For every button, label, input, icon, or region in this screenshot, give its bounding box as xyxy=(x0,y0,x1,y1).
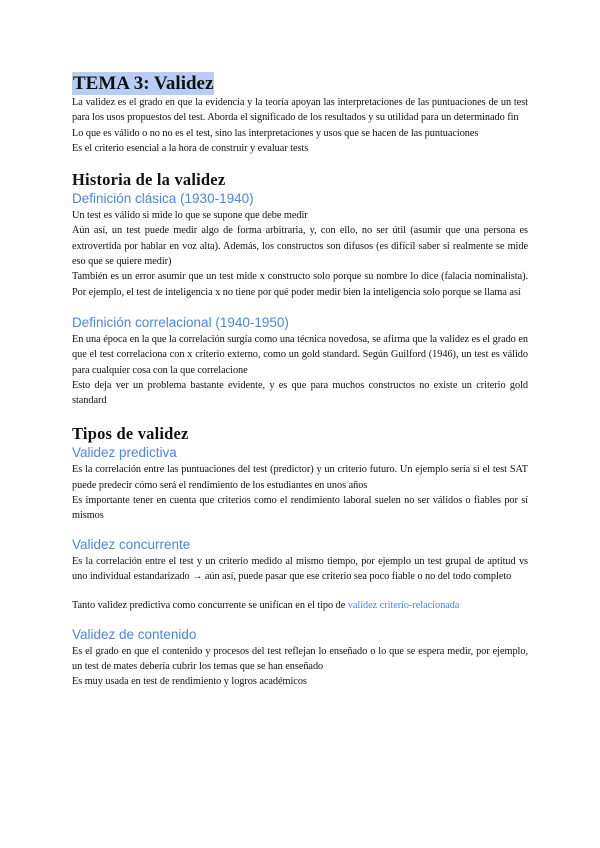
subheading-correlacional: Definición correlacional (1940-1950) xyxy=(72,314,289,330)
document-title[interactable]: TEMA 3: Validez xyxy=(73,73,214,94)
intro-paragraph-3: Es el criterio esencial a la hora de construir y evaluar tests xyxy=(72,142,309,154)
contenido-paragraph-1: Es el grado en que el contenido y procesos del test reflejan lo enseñado o lo que se espera medir, por ejemplo, un test de mates debería cubrir los temas que se han enseñado xyxy=(72,645,528,672)
summary-text: Tanto validez predictiva como concurrente se unifican en el tipo de xyxy=(72,600,348,612)
subheading-predictiva: Validez predictiva xyxy=(72,445,177,461)
criterio-summary xyxy=(72,598,528,613)
intro-paragraph-2: Lo que es válido o no no es el test, sino las interpretaciones y usos que se hacen de las puntuaciones xyxy=(72,127,479,139)
correlacional-paragraph-2: Esto deja ver un problema bastante evidente, y es que para muchos constructos no existe un criterio gold standard xyxy=(72,379,528,407)
predictiva-paragraph-1: Es la correlación entre las puntuaciones del test (predictor) y un criterio futuro. Un ejemplo sería si el test SAT puede predecir cómo será el rendimiento de los estudiantes en unos años xyxy=(72,464,528,491)
clasica-paragraph-2: Aún así, un test puede medir algo de forma arbitraria, y, con ello, no ser útil (asumir que una persona es extrovertida por hablar en voz alta). Además, los constructos son difusos (es difícil saber si realmente se mide eso que se quiere medir) xyxy=(72,225,528,268)
title-wrap xyxy=(72,72,528,95)
validez-criterio-link[interactable]: validez criterio-relacionada xyxy=(347,600,460,612)
concurrente-paragraph-1: Es la correlación entre el test y un criterio medido al mismo tiempo, por ejemplo un test grupal de aptitud vs uno individual estandarizado → aún así, puede pasar que ese criterio sea poco fiable o no del todo completo xyxy=(72,555,528,582)
correlacional-paragraph-1: En una época en la que la correlación surgía como una técnica novedosa, se afirma que la validez es el grado en que el test correlaciona con x criterio externo, como un gold standard. Según Guilford (1946), un test es válido para cualquier cosa con la que correlacione xyxy=(72,333,528,376)
document-page xyxy=(72,72,528,689)
subheading-clasica: Definición clásica (1930-1940) xyxy=(72,191,254,207)
subheading-contenido: Validez de contenido xyxy=(72,626,197,642)
clasica-paragraph-1: Un test es válido si mide lo que se supone que debe medir xyxy=(72,210,308,222)
heading-historia: Historia de la validez xyxy=(72,170,226,190)
subheading-concurrente: Validez concurrente xyxy=(72,536,191,552)
contenido-paragraph-2: Es muy usada en test de rendimiento y logros académicos xyxy=(72,676,307,688)
clasica-paragraph-3: También es un error asumir que un test mide x constructo solo porque su nombre lo dice (falacia nominalista). Por ejemplo, el test de inteligencia x no tiene por qué poder medir bien la inteligencia solo porque se llama así xyxy=(72,271,528,298)
predictiva-paragraph-2: Es importante tener en cuenta que criterios como el rendimiento laboral suelen no ser válidos o fiables por sí mismos xyxy=(72,495,528,522)
heading-tipos: Tipos de validez xyxy=(72,424,189,444)
blank-line xyxy=(72,584,528,598)
intro-paragraph-1: La validez es el grado en que la evidencia y la teoría apoyan las interpretaciones de las puntuaciones de un test para los usos propuestos del test. Aborda el significado de los resultados y su utilidad para un determinado fin xyxy=(72,97,528,124)
